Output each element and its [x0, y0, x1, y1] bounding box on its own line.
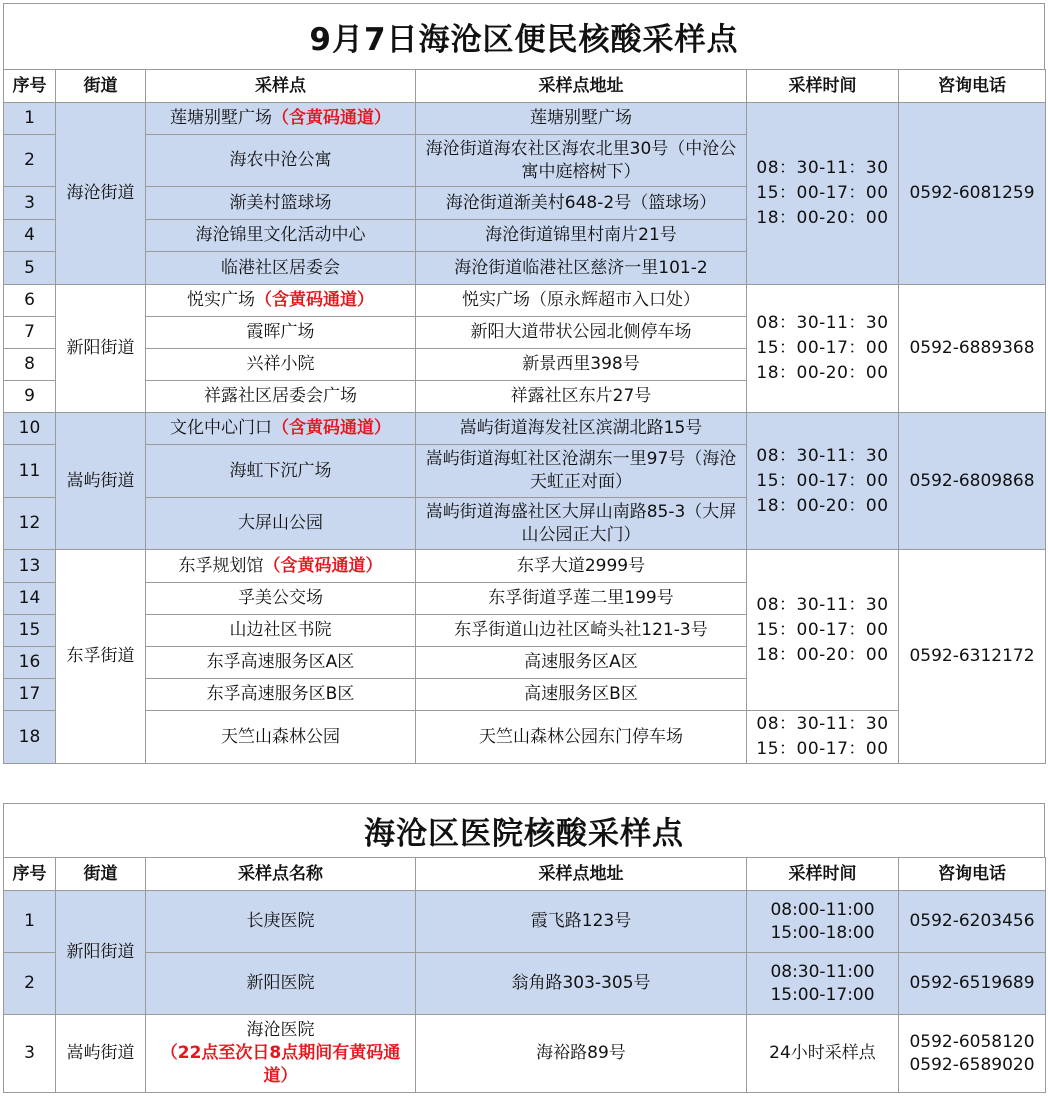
time-cell [747, 550, 899, 711]
row-number: 8 [4, 349, 56, 381]
table-title: 9月7日海沧区便民核酸采样点 [3, 3, 1045, 69]
site-cell: 渐美村篮球场 [146, 187, 416, 220]
site-cell: 孚美公交场 [146, 583, 416, 615]
street-cell: 新阳街道 [56, 285, 146, 413]
site-cell: 山边社区书院 [146, 615, 416, 647]
phone-cell [899, 1015, 1046, 1093]
time-slot: 08:30-11:00 [770, 961, 875, 982]
site-cell [146, 1015, 416, 1093]
header-time: 采样时间 [747, 70, 899, 103]
row-number: 12 [4, 498, 56, 550]
time-slot: 15：00-17：00 [756, 470, 889, 491]
row-number: 5 [4, 252, 56, 285]
address-cell: 嵩屿街道海盛社区大屏山南路85-3（大屏山公园正大门） [416, 498, 747, 550]
site-cell: 兴祥小院 [146, 349, 416, 381]
address-cell: 海沧街道锦里村南片21号 [416, 220, 747, 252]
phone-cell: 0592-6081259 [899, 103, 1046, 285]
header-address: 采样点地址 [416, 70, 747, 103]
time-slot: 15:00-18:00 [770, 922, 875, 943]
time-slot: 15:00-17:00 [770, 984, 875, 1005]
row-number: 18 [4, 711, 56, 764]
time-cell [747, 413, 899, 550]
header-site: 采样点名称 [146, 858, 416, 891]
table-row [4, 413, 1046, 445]
site-name: 东孚规划馆 [178, 555, 264, 576]
row-number: 6 [4, 285, 56, 317]
site-cell: 祥露社区居委会广场 [146, 381, 416, 413]
header-no: 序号 [4, 858, 56, 891]
phone-number: 0592-6589020 [909, 1054, 1035, 1075]
street-cell: 东孚街道 [56, 550, 146, 764]
site-cell: 长庚医院 [146, 891, 416, 953]
row-number: 1 [4, 103, 56, 135]
header-row [4, 858, 1046, 891]
time-slot: 08:00-11:00 [770, 899, 875, 920]
row-number: 16 [4, 647, 56, 679]
address-cell: 东孚街道山边社区崎头社121-3号 [416, 615, 747, 647]
street-cell: 嵩屿街道 [56, 413, 146, 550]
address-cell: 高速服务区A区 [416, 647, 747, 679]
address-cell: 新阳大道带状公园北侧停车场 [416, 317, 747, 349]
row-number: 13 [4, 550, 56, 583]
time-slot: 18：00-20：00 [756, 495, 889, 516]
header-site: 采样点 [146, 70, 416, 103]
time-slot: 08：30-11：30 [756, 594, 889, 615]
street-cell: 新阳街道 [56, 891, 146, 1015]
community-sampling-grid [3, 69, 1046, 764]
address-cell: 海沧街道临港社区慈济一里101-2 [416, 252, 747, 285]
time-cell [747, 711, 899, 764]
table-row [4, 1015, 1046, 1093]
time-slot: 15：00-17：00 [756, 183, 889, 203]
address-cell: 东孚大道2999号 [416, 550, 747, 583]
time-slot: 18：00-20：00 [756, 363, 889, 383]
site-cell [146, 285, 416, 317]
site-name: 悦实广场 [187, 290, 255, 310]
site-cell: 临港社区居委会 [146, 252, 416, 285]
site-cell: 海农中沧公寓 [146, 135, 416, 187]
header-phone: 咨询电话 [899, 858, 1046, 891]
phone-cell: 0592-6312172 [899, 550, 1046, 764]
row-number: 11 [4, 445, 56, 498]
address-cell: 悦实广场（原永辉超市入口处） [416, 285, 747, 317]
table-row [4, 891, 1046, 953]
site-cell [146, 550, 416, 583]
table-row [4, 285, 1046, 317]
row-number: 2 [4, 953, 56, 1015]
row-number: 2 [4, 135, 56, 187]
row-number: 10 [4, 413, 56, 445]
row-number: 17 [4, 679, 56, 711]
time-slot: 08：30-11：30 [756, 445, 889, 466]
header-no: 序号 [4, 70, 56, 103]
site-cell [146, 413, 416, 445]
site-name: 文化中心门口 [170, 418, 272, 438]
header-phone: 咨询电话 [899, 70, 1046, 103]
address-cell: 嵩屿街道海发社区滨湖北路15号 [416, 413, 747, 445]
time-slot: 08：30-11：30 [756, 158, 889, 178]
time-cell [747, 103, 899, 285]
row-number: 15 [4, 615, 56, 647]
address-cell: 海裕路89号 [416, 1015, 747, 1093]
row-number: 4 [4, 220, 56, 252]
yellow-code-tag: （含黄码通道） [255, 290, 374, 310]
phone-cell: 0592-6809868 [899, 413, 1046, 550]
site-name: 莲塘别墅广场 [170, 108, 272, 128]
address-cell: 新景西里398号 [416, 349, 747, 381]
hospital-sampling-grid [3, 857, 1046, 1093]
time-slot: 15：00-17：00 [756, 338, 889, 358]
site-cell: 海虹下沉广场 [146, 445, 416, 498]
time-cell [747, 285, 899, 413]
address-cell: 霞飞路123号 [416, 891, 747, 953]
address-cell: 海沧街道海农社区海农北里30号（中沧公寓中庭榕树下） [416, 135, 747, 187]
phone-number: 0592-6058120 [909, 1031, 1035, 1052]
street-cell: 嵩屿街道 [56, 1015, 146, 1093]
header-address: 采样点地址 [416, 858, 747, 891]
table-row [4, 953, 1046, 1015]
hospital-sampling-table [3, 803, 1045, 1093]
phone-cell: 0592-6203456 [899, 891, 1046, 953]
table-row [4, 103, 1046, 135]
phone-cell: 0592-6889368 [899, 285, 1046, 413]
street-cell: 海沧街道 [56, 103, 146, 285]
row-number: 14 [4, 583, 56, 615]
table-row [4, 550, 1046, 583]
header-row [4, 70, 1046, 103]
table-title: 海沧区医院核酸采样点 [3, 803, 1045, 857]
yellow-code-tag: （22点至次日8点期间有黄码通道） [160, 1043, 401, 1086]
address-cell: 海沧街道渐美村648-2号（篮球场） [416, 187, 747, 220]
address-cell: 莲塘别墅广场 [416, 103, 747, 135]
time-slot: 08：30-11：30 [756, 714, 889, 734]
address-cell: 祥露社区东片27号 [416, 381, 747, 413]
address-cell: 嵩屿街道海虹社区沧湖东一里97号（海沧天虹正对面） [416, 445, 747, 498]
community-sampling-table [3, 3, 1045, 764]
row-number: 9 [4, 381, 56, 413]
address-cell: 高速服务区B区 [416, 679, 747, 711]
address-cell: 天竺山森林公园东门停车场 [416, 711, 747, 764]
time-cell: 24小时采样点 [747, 1015, 899, 1093]
time-slot: 08：30-11：30 [756, 313, 889, 333]
time-cell [747, 891, 899, 953]
site-cell: 大屏山公园 [146, 498, 416, 550]
address-cell: 东孚街道孚莲二里199号 [416, 583, 747, 615]
time-cell [747, 953, 899, 1015]
row-number: 3 [4, 187, 56, 220]
site-cell: 霞晖广场 [146, 317, 416, 349]
site-cell: 海沧锦里文化活动中心 [146, 220, 416, 252]
time-slot: 18：00-20：00 [756, 208, 889, 228]
yellow-code-tag: （含黄码通道） [263, 555, 383, 576]
site-name: 海沧医院 [246, 1020, 315, 1040]
table-row [4, 711, 1046, 764]
yellow-code-tag: （含黄码通道） [272, 108, 391, 128]
site-cell [146, 103, 416, 135]
site-cell: 天竺山森林公园 [146, 711, 416, 764]
time-slot: 15：00-17：00 [756, 739, 889, 759]
row-number: 1 [4, 891, 56, 953]
address-cell: 翁角路303-305号 [416, 953, 747, 1015]
header-street: 街道 [56, 858, 146, 891]
header-street: 街道 [56, 70, 146, 103]
yellow-code-tag: （含黄码通道） [272, 418, 391, 438]
time-slot: 18：00-20：00 [756, 644, 889, 665]
header-time: 采样时间 [747, 858, 899, 891]
phone-cell: 0592-6519689 [899, 953, 1046, 1015]
site-cell: 东孚高速服务区B区 [146, 679, 416, 711]
row-number: 7 [4, 317, 56, 349]
time-slot: 15：00-17：00 [756, 619, 889, 640]
site-cell: 新阳医院 [146, 953, 416, 1015]
site-cell: 东孚高速服务区A区 [146, 647, 416, 679]
row-number: 3 [4, 1015, 56, 1093]
